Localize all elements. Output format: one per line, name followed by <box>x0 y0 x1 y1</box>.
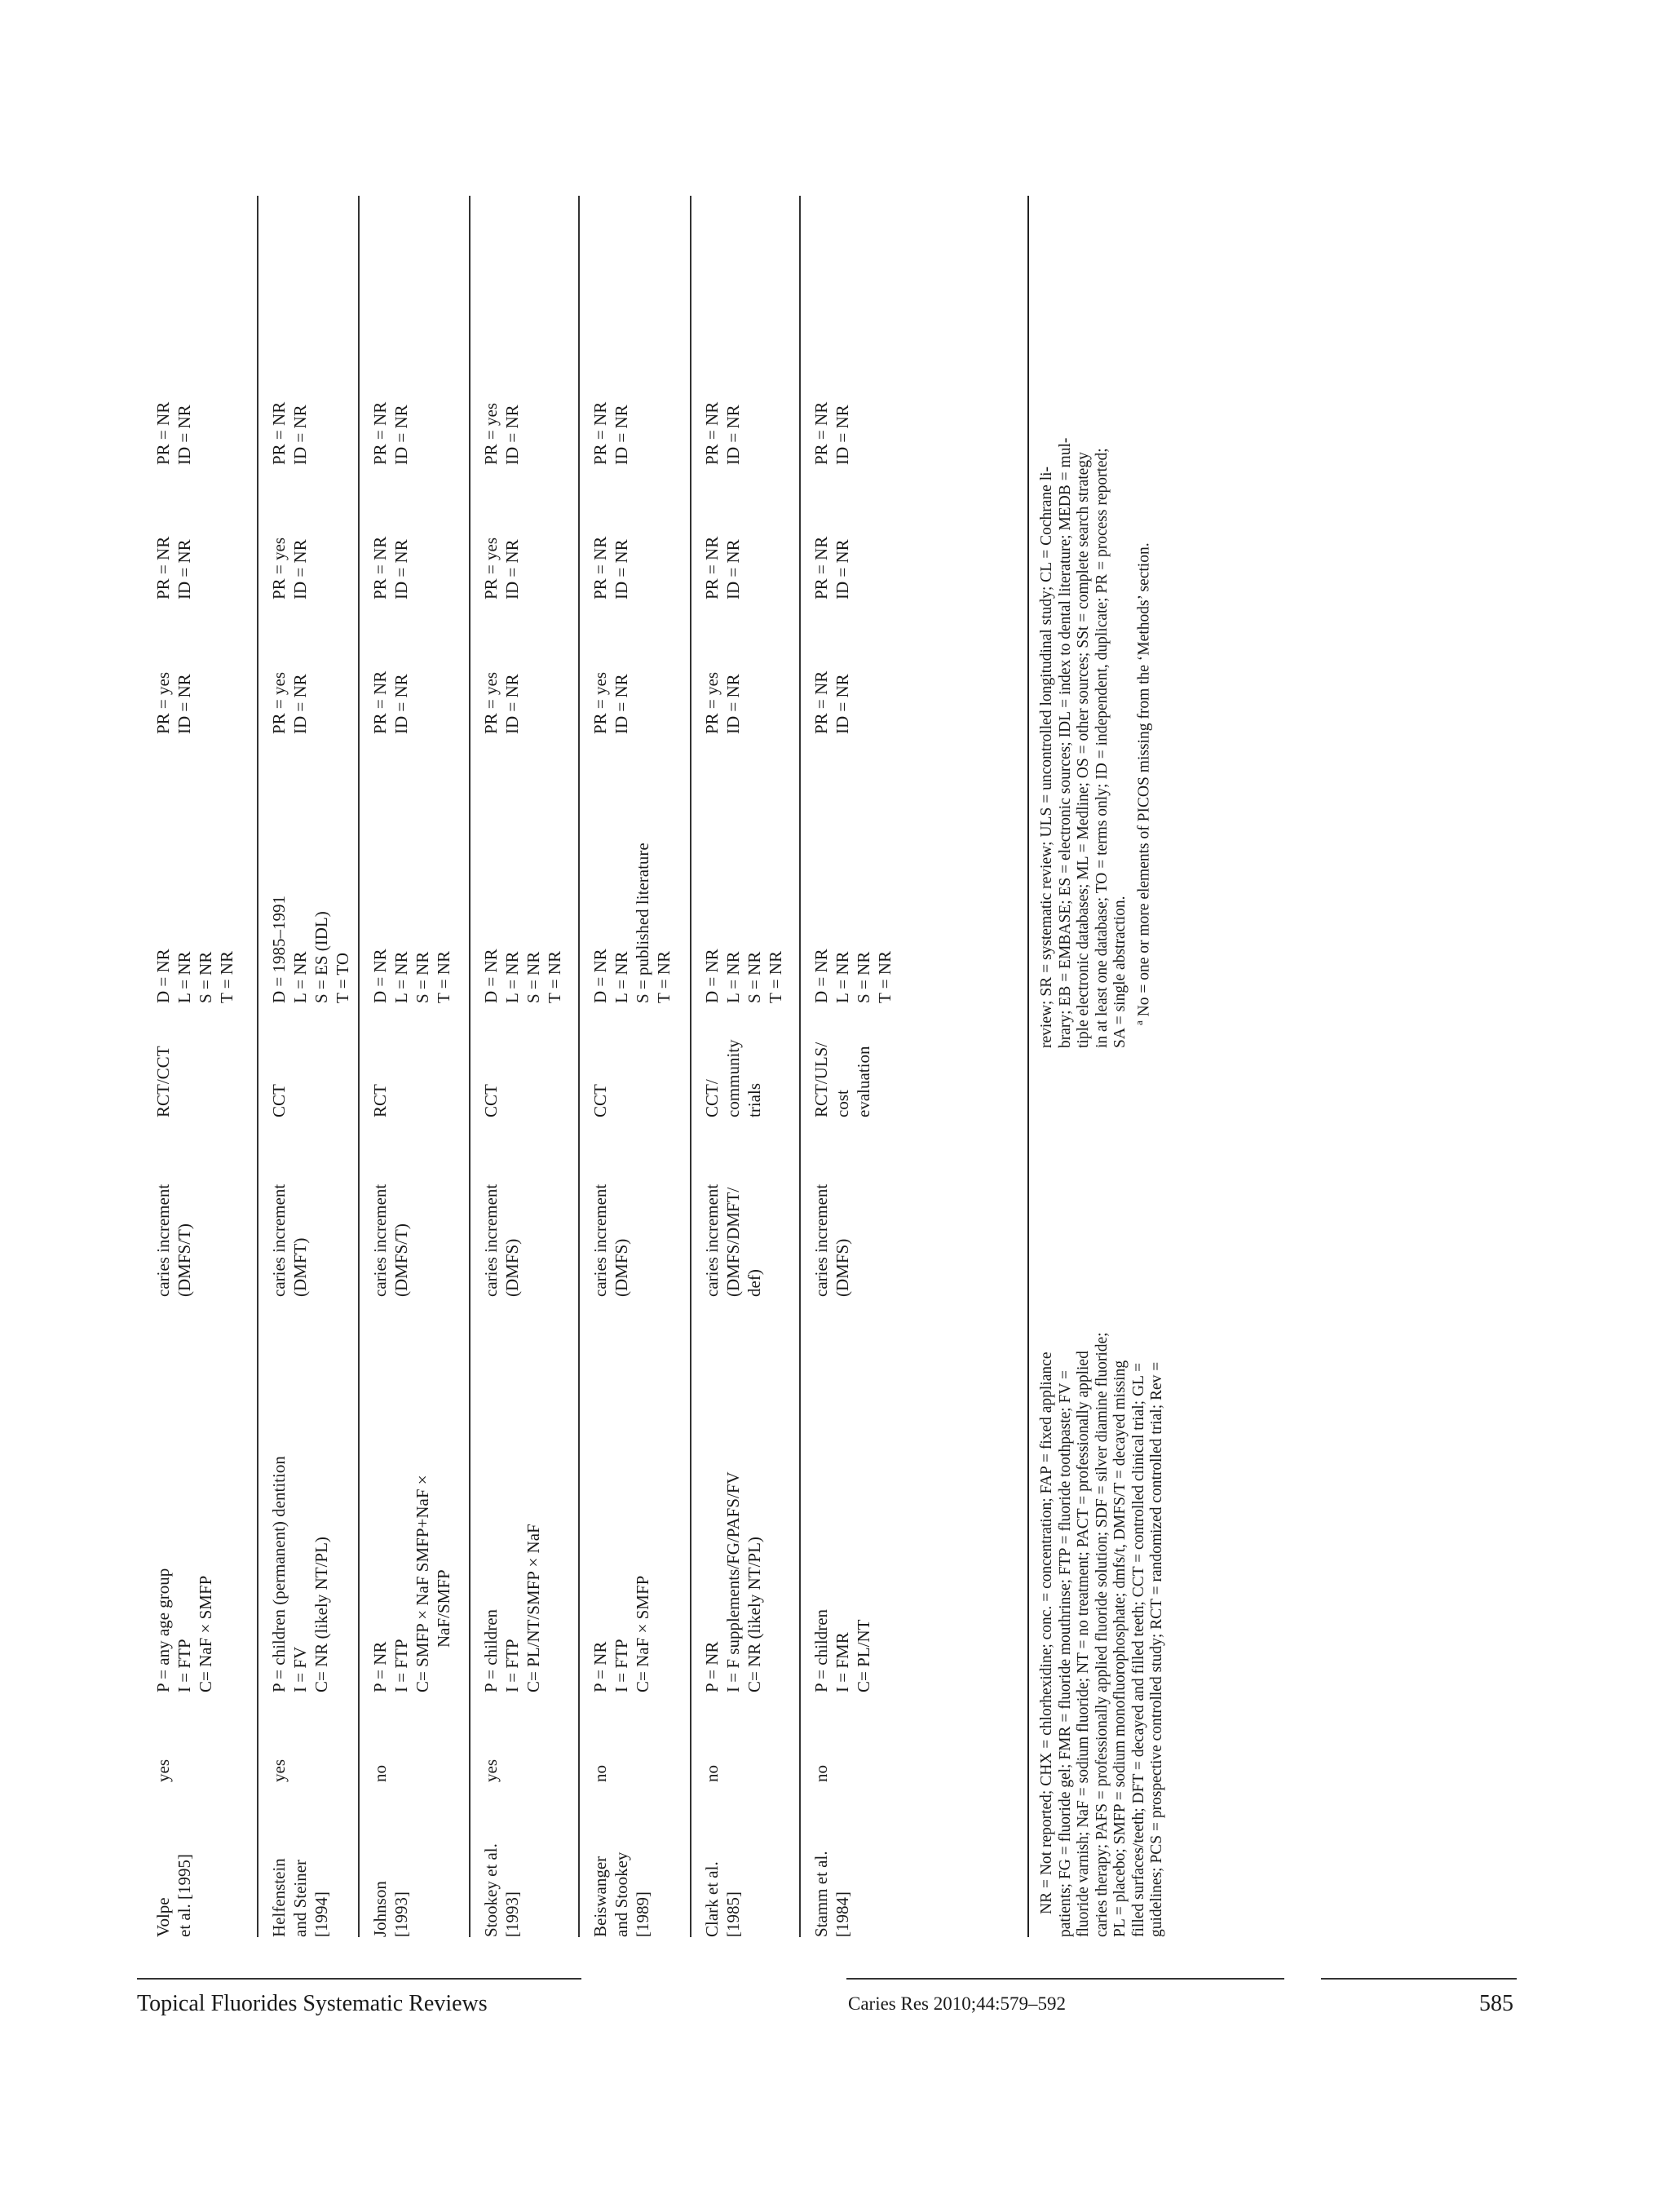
note-line: in at least one database; TO = terms only; ID = independent, duplicate; PR = process reported; <box>1093 448 1111 1048</box>
cell-line: ID = NR <box>502 539 522 599</box>
cell-line: PR = yes <box>269 537 289 599</box>
footer-rule-right <box>1321 1978 1517 1980</box>
cell-line: C= NR (likely NT/PL) <box>744 1537 764 1692</box>
picos-flag-cell <box>811 1717 832 1782</box>
cell-line: PR = NR <box>702 536 722 599</box>
design-cell <box>369 1020 391 1117</box>
picos-cell <box>701 1342 765 1692</box>
cell-line: C= SMFP × NaF SMFP+NaF × <box>413 1475 432 1692</box>
quality-cell-2 <box>369 469 412 599</box>
cell-line: I = FTP <box>612 1639 631 1692</box>
cell-line: (DMFS) <box>612 1238 631 1297</box>
quality-cell-2 <box>811 469 853 599</box>
cell-line: cost <box>833 1090 852 1117</box>
note-line: tiple electronic databases; ML = Medline; OS = other sources; SSt = complete search strategy <box>1075 452 1092 1048</box>
picos-cell <box>268 1342 332 1692</box>
picos-cell <box>152 1342 216 1692</box>
quality-cell-3 <box>152 334 195 465</box>
cell-line: D = NR <box>153 949 173 1003</box>
note-line: guidelines; PCS = prospective controlled study; RCT = randomized controlled trial; Rev = <box>1148 1361 1165 1937</box>
cell-line: RCT <box>370 1084 390 1117</box>
cell-line: (DMFS/DMFT/ <box>723 1187 743 1297</box>
study-cell <box>268 1798 332 1937</box>
cell-line: Beiswanger <box>590 1856 610 1937</box>
picos-flag-cell <box>369 1717 391 1782</box>
study-cell <box>369 1798 412 1937</box>
cell-line: Stamm et al. <box>811 1851 831 1937</box>
cell-line: caries increment <box>481 1183 501 1297</box>
cell-line: ID = NR <box>391 405 411 465</box>
review-table <box>143 196 1029 1937</box>
search-details-cell <box>811 759 895 1003</box>
cell-line: I = FTP <box>391 1639 411 1692</box>
quality-cell-1 <box>811 604 853 734</box>
notes-right-column <box>1038 192 1154 1048</box>
quality-cell-1 <box>701 604 744 734</box>
quality-cell-3 <box>701 334 744 465</box>
cell-line: Volpe <box>153 1897 173 1937</box>
cell-line: L = NR <box>502 951 522 1003</box>
picos-flag-cell <box>701 1717 722 1782</box>
cell-line: ID = NR <box>175 539 194 599</box>
cell-line: P = any age group <box>153 1568 173 1692</box>
picos-flag-cell <box>268 1717 289 1782</box>
cell-line: no <box>590 1765 610 1782</box>
cell-line: PR = yes <box>481 671 501 734</box>
table-notes <box>1038 196 1165 1937</box>
cell-line: C= PL/NT <box>854 1619 873 1692</box>
outcome-cell <box>480 1142 523 1297</box>
cell-line: caries increment <box>811 1183 831 1297</box>
cell-line: I = FMR <box>833 1632 852 1692</box>
table-row <box>257 196 364 1937</box>
quality-cell-1 <box>590 604 632 734</box>
study-cell <box>480 1798 523 1937</box>
cell-line: P = children (permanent) dentition <box>269 1456 289 1692</box>
cell-line: PR = NR <box>702 401 722 465</box>
cell-line: T = NR <box>766 951 785 1003</box>
note-line: fluoride varnish; NaF = sodium fluoride; NT = no treatment; PACT = professionally applied <box>1075 1351 1092 1937</box>
cell-line: P = NR <box>702 1641 722 1692</box>
cell-line: yes <box>153 1759 173 1782</box>
cell-line: PR = yes <box>590 671 610 734</box>
cell-line: T = NR <box>217 951 236 1003</box>
cell-line: ID = NR <box>502 405 522 465</box>
table-row <box>690 196 797 1937</box>
footnote-text: No = one or more elements of PICOS missing from the ‘Methods’ section. <box>1135 542 1152 1017</box>
study-cell <box>701 1798 744 1937</box>
notes-left-column <box>1038 1081 1167 1937</box>
note-line: patients; FG = fluoride gel; FMR = fluoride mouthrinse; FTP = fluoride toothpaste; FV = <box>1056 1369 1074 1937</box>
outcome-cell <box>369 1142 412 1297</box>
cell-line: [1989] <box>633 1891 652 1937</box>
cell-line: caries increment <box>702 1183 722 1297</box>
cell-line: PR = NR <box>269 401 289 465</box>
cell-line: and Stookey <box>612 1851 631 1937</box>
cell-line: D = NR <box>811 949 831 1003</box>
table-row <box>143 196 249 1937</box>
cell-line: C= NaF × SMFP <box>633 1575 652 1692</box>
footnote <box>1130 192 1154 1048</box>
picos-cell <box>590 1342 653 1692</box>
cell-line: S = published literature <box>633 843 652 1003</box>
study-cell <box>811 1798 853 1937</box>
cell-line: CCT <box>590 1084 610 1117</box>
cell-line: Johnson <box>370 1881 390 1937</box>
cell-line: (DMFS) <box>833 1238 852 1297</box>
cell-line: yes <box>269 1759 289 1782</box>
cell-line: and Steiner <box>290 1859 310 1937</box>
cell-line: D = 1985–1991 <box>269 895 289 1003</box>
search-details-cell <box>480 759 565 1003</box>
cell-line: I = FV <box>290 1646 310 1692</box>
picos-flag-cell <box>590 1717 611 1782</box>
cell-line: [1993] <box>502 1891 522 1937</box>
cell-line: no <box>702 1765 722 1782</box>
cell-line: ID = NR <box>502 674 522 734</box>
note-line: SA = single abstraction. <box>1111 896 1129 1048</box>
cell-line: S = NR <box>196 951 215 1003</box>
footer-rule-left <box>137 1978 581 1980</box>
cell-line: P = NR <box>370 1641 390 1692</box>
cell-line: PR = NR <box>153 536 173 599</box>
cell-line: PR = yes <box>153 671 173 734</box>
study-cell <box>590 1798 653 1937</box>
cell-line: T = TO <box>333 952 352 1003</box>
cell-line: caries increment <box>370 1183 390 1297</box>
cell-line: caries increment <box>153 1183 173 1297</box>
study-cell <box>152 1798 195 1937</box>
quality-cell-3 <box>268 334 311 465</box>
cell-line: ID = NR <box>612 539 631 599</box>
cell-line: PR = yes <box>269 671 289 734</box>
cell-line: C= PL/NT/SMFP × NaF <box>524 1524 543 1692</box>
search-details-cell <box>152 759 237 1003</box>
cell-line: ID = NR <box>290 405 310 465</box>
cell-line: ID = NR <box>391 539 411 599</box>
cell-line: C= NR (likely NT/PL) <box>311 1537 331 1692</box>
quality-cell-1 <box>268 604 311 734</box>
cell-line: T = NR <box>434 951 453 1003</box>
cell-line: (DMFT) <box>290 1237 310 1297</box>
outcome-cell <box>590 1142 632 1297</box>
cell-line: Helfenstein <box>269 1858 289 1937</box>
cell-line: D = NR <box>702 949 722 1003</box>
cell-line: no <box>811 1765 831 1782</box>
cell-line: S = NR <box>413 951 432 1003</box>
cell-line: no <box>370 1765 390 1782</box>
cell-line: D = NR <box>370 949 390 1003</box>
quality-cell-3 <box>590 334 632 465</box>
table-row <box>578 196 686 1937</box>
cell-line: L = NR <box>175 951 194 1003</box>
cell-line: ID = NR <box>391 674 411 734</box>
cell-line: T = NR <box>654 951 674 1003</box>
cell-line: PR = NR <box>590 536 610 599</box>
search-details-cell <box>701 759 786 1003</box>
footer-journal-section-title: Topical Fluorides Systematic Reviews <box>137 1991 488 2016</box>
cell-line: def) <box>744 1269 764 1297</box>
cell-line: L = NR <box>723 951 743 1003</box>
cell-line: Clark et al. <box>702 1861 722 1937</box>
note-line: brary; EB = EMBASE; ES = electronic sources; IDL = index to dental literature; MEDB = mul- <box>1056 437 1074 1048</box>
quality-cell-1 <box>152 604 195 734</box>
table-row <box>799 196 907 1937</box>
picos-flag-cell <box>480 1717 501 1782</box>
cell-line: (DMFS/T) <box>391 1223 411 1297</box>
cell-line: trials <box>744 1083 764 1117</box>
footer-citation: Caries Res 2010;44:579–592 <box>848 1993 1067 2014</box>
cell-line: PR = NR <box>153 401 173 465</box>
note-line: NR = Not reported; CHX = chlorhexidine; conc. = concentration; FAP = fixed appliance <box>1038 1352 1055 1914</box>
cell-line: CCT <box>269 1084 289 1117</box>
notes-right-lines <box>1038 192 1130 1048</box>
cell-line: RCT/CCT <box>153 1046 173 1117</box>
cell-line: yes <box>481 1759 501 1782</box>
cell-line: D = NR <box>481 949 501 1003</box>
cell-line: ID = NR <box>290 539 310 599</box>
cell-line: community <box>723 1039 743 1117</box>
cell-line: P = children <box>811 1608 831 1692</box>
design-cell <box>268 1020 289 1117</box>
cell-line: PR = NR <box>370 670 390 734</box>
note-line: caries therapy; PAFS = professionally applied fluoride solution; SDF = silver diamine fluoride; <box>1093 1332 1111 1937</box>
cell-line: S = NR <box>744 951 764 1003</box>
quality-cell-1 <box>480 604 523 734</box>
cell-line: I = FTP <box>175 1639 194 1692</box>
cell-line: [1985] <box>723 1891 743 1937</box>
search-details-cell <box>369 759 454 1003</box>
cell-line: ID = NR <box>833 539 852 599</box>
cell-line: [1993] <box>391 1891 411 1937</box>
cell-line: ID = NR <box>175 674 194 734</box>
cell-line: L = NR <box>391 951 411 1003</box>
quality-cell-3 <box>369 334 412 465</box>
note-line: PL = placebo; SMFP = sodium monofluorophosphate; dmfs/t, DMFS/T = decayed missing <box>1111 1360 1129 1937</box>
cell-line: ID = NR <box>833 674 852 734</box>
rotated-table-block <box>143 196 1165 1937</box>
cell-line: S = ES (IDL) <box>311 911 331 1003</box>
picos-flag-cell <box>152 1717 174 1782</box>
cell-line: caries increment <box>269 1183 289 1297</box>
quality-cell-2 <box>701 469 744 599</box>
design-cell <box>701 1020 765 1117</box>
design-cell <box>480 1020 501 1117</box>
cell-line: P = children <box>481 1608 501 1692</box>
table-row <box>358 196 466 1937</box>
cell-line: L = NR <box>612 951 631 1003</box>
cell-line: PR = NR <box>370 401 390 465</box>
cell-line: ID = NR <box>175 405 194 465</box>
cell-line: PR = yes <box>702 671 722 734</box>
cell-line: L = NR <box>833 951 852 1003</box>
note-line: filled surfaces/teeth; DFT = decayed and filled teeth; CCT = controlled clinical trial; GL = <box>1129 1362 1147 1937</box>
cell-line: PR = yes <box>481 402 501 465</box>
design-cell <box>152 1020 174 1117</box>
cell-line: L = NR <box>290 951 310 1003</box>
outcome-cell <box>268 1142 311 1297</box>
footnote-mark: a <box>1132 1020 1145 1025</box>
picos-cell <box>369 1342 454 1692</box>
cell-line: I = FTP <box>502 1639 522 1692</box>
quality-cell-2 <box>152 469 195 599</box>
note-line: review; SR = systematic review; ULS = uncontrolled longitudinal study; CL = Cochrane li- <box>1038 466 1055 1048</box>
outcome-cell <box>152 1142 195 1297</box>
cell-line: [1994] <box>311 1891 331 1937</box>
cell-line: ID = NR <box>833 405 852 465</box>
design-cell <box>811 1020 874 1117</box>
design-cell <box>590 1020 611 1117</box>
cell-line: I = F supplements/FG/PAFS/FV <box>723 1471 743 1692</box>
outcome-cell <box>701 1142 765 1297</box>
cell-line: ID = NR <box>290 674 310 734</box>
cell-line: PR = NR <box>811 536 831 599</box>
quality-cell-1 <box>369 604 412 734</box>
cell-line: PR = NR <box>370 536 390 599</box>
cell-line: ID = NR <box>612 405 631 465</box>
cell-line: ID = NR <box>723 674 743 734</box>
cell-line: CCT/ <box>702 1079 722 1117</box>
picos-cell <box>811 1342 874 1692</box>
cell-line: PR = NR <box>811 670 831 734</box>
quality-cell-2 <box>480 469 523 599</box>
picos-cell <box>480 1342 544 1692</box>
cell-line: S = NR <box>854 951 873 1003</box>
cell-line: caries increment <box>590 1183 610 1297</box>
cell-line: C= NaF × SMFP <box>196 1575 215 1692</box>
quality-cell-2 <box>590 469 632 599</box>
search-details-cell <box>590 759 674 1003</box>
cell-line: P = NR <box>590 1641 610 1692</box>
quality-cell-3 <box>480 334 523 465</box>
quality-cell-3 <box>811 334 853 465</box>
cell-line: RCT/ULS/ <box>811 1042 831 1117</box>
cell-line: PR = yes <box>481 537 501 599</box>
cell-line: CCT <box>481 1084 501 1117</box>
table-row <box>469 196 577 1937</box>
cell-line: D = NR <box>590 949 610 1003</box>
cell-line: S = NR <box>524 951 543 1003</box>
search-details-cell <box>268 759 353 1003</box>
cell-line: T = NR <box>545 951 564 1003</box>
cell-line: evaluation <box>854 1046 873 1117</box>
cell-line: PR = NR <box>590 401 610 465</box>
footer-rule-middle <box>846 1978 1284 1980</box>
cell-line: (DMFS) <box>502 1238 522 1297</box>
cell-line: ID = NR <box>612 674 631 734</box>
cell-line: T = NR <box>875 951 895 1003</box>
page-number: 585 <box>1479 1991 1513 2016</box>
cell-line: et al. [1995] <box>175 1853 194 1937</box>
cell-line: (DMFS/T) <box>175 1223 194 1297</box>
quality-cell-2 <box>268 469 311 599</box>
cell-line: NaF/SMFP <box>434 1569 453 1648</box>
cell-line: ID = NR <box>723 405 743 465</box>
cell-line: ID = NR <box>723 539 743 599</box>
cell-line: PR = NR <box>811 401 831 465</box>
cell-line: [1984] <box>833 1891 852 1937</box>
outcome-cell <box>811 1142 853 1297</box>
cell-line: Stookey et al. <box>481 1843 501 1937</box>
